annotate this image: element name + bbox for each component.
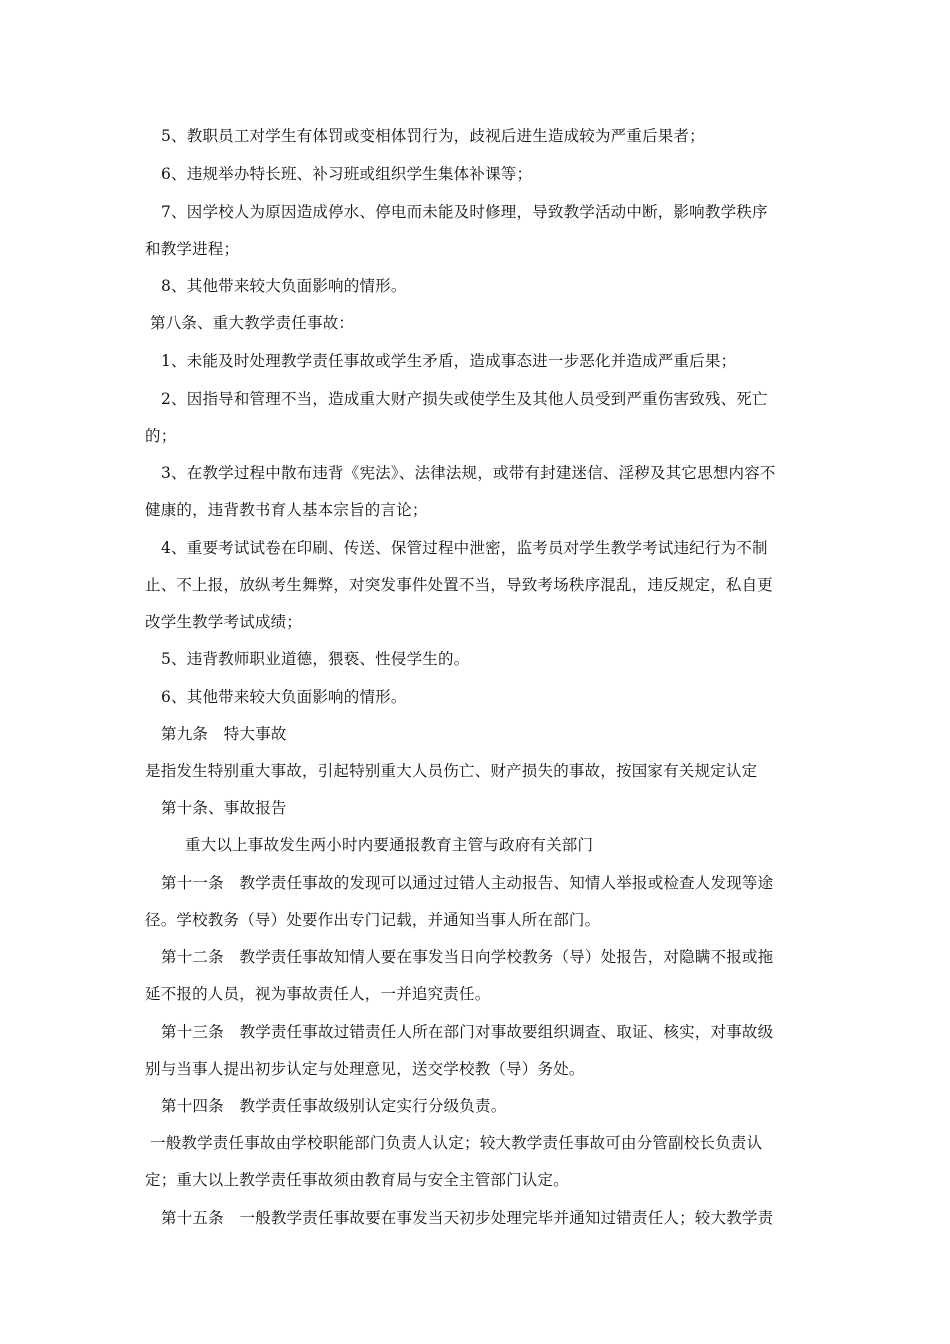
text-line: 健康的，违背教书育人基本宗旨的言论； xyxy=(145,501,428,519)
text-line: 6、其他带来较大负面影响的情形。 xyxy=(161,688,407,706)
text-line: 一般教学责任事故由学校职能部门负责人认定；较大教学责任事故可由分管副校长负责认 xyxy=(150,1134,763,1152)
text-line: 1、未能及时处理教学责任事故或学生矛盾，造成事态进一步恶化并造成严重后果； xyxy=(161,352,737,370)
text-line: 5、违背教师职业道德，猥亵、性侵学生的。 xyxy=(161,650,470,668)
text-line: 第十一条 教学责任事故的发现可以通过过错人主动报告、知情人举报或检查人发现等途 xyxy=(161,874,774,892)
text-line: 的； xyxy=(145,427,177,445)
text-line: 重大以上事故发生两小时内要通报教育主管与政府有关部门 xyxy=(185,836,594,854)
text-line: 第十五条 一般教学责任事故要在事发当天初步处理完毕并通知过错责任人；较大教学责 xyxy=(161,1209,774,1227)
text-line: 延不报的人员，视为事故责任人，一并追究责任。 xyxy=(145,985,491,1003)
text-line: 第十四条 教学责任事故级别认定实行分级负责。 xyxy=(161,1097,507,1115)
text-line: 第十三条 教学责任事故过错责任人所在部门对事故要组织调查、取证、核实，对事故级 xyxy=(161,1023,774,1041)
text-line: 5、教职员工对学生有体罚或变相体罚行为，歧视后进生造成较为严重后果者； xyxy=(161,127,705,145)
section-heading: 第十条、事故报告 xyxy=(161,799,287,817)
text-line: 4、重要考试试卷在印刷、传送、保管过程中泄密，监考员对学生教学考试违纪行为不制 xyxy=(161,539,768,557)
text-line: 止、不上报，放纵考生舞弊，对突发事件处置不当，导致考场秩序混乱，违反规定，私自更 xyxy=(145,576,774,594)
text-line: 6、违规举办特长班、补习班或组织学生集体补课等； xyxy=(161,165,533,183)
text-line: 和教学进程； xyxy=(145,240,240,258)
text-line: 是指发生特别重大事故，引起特别重大人员伤亡、财产损失的事故，按国家有关规定认定 xyxy=(145,762,758,780)
text-line: 8、其他带来较大负面影响的情形。 xyxy=(161,277,407,295)
text-line: 径。学校教务（导）处要作出专门记载，并通知当事人所在部门。 xyxy=(145,911,601,929)
text-line: 3、在教学过程中散布违背《宪法》、法律法规，或带有封建迷信、淫秽及其它思想内容不 xyxy=(161,464,776,482)
text-line: 定；重大以上教学责任事故须由教育局与安全主管部门认定。 xyxy=(145,1171,569,1189)
section-heading: 第九条 特大事故 xyxy=(161,725,287,743)
text-line: 第十二条 教学责任事故知情人要在事发当日向学校教务（导）处报告，对隐瞒不报或拖 xyxy=(161,948,774,966)
text-line: 改学生教学考试成绩； xyxy=(145,613,303,631)
text-line: 2、因指导和管理不当，造成重大财产损失或使学生及其他人员受到严重伤害致残、死亡 xyxy=(161,390,768,408)
section-heading: 第八条、重大教学责任事故： xyxy=(150,314,355,332)
text-line: 别与当事人提出初步认定与处理意见，送交学校教（导）务处。 xyxy=(145,1060,585,1078)
text-line: 7、因学校人为原因造成停水、停电而未能及时修理，导致教学活动中断，影响教学秩序 xyxy=(161,203,768,221)
